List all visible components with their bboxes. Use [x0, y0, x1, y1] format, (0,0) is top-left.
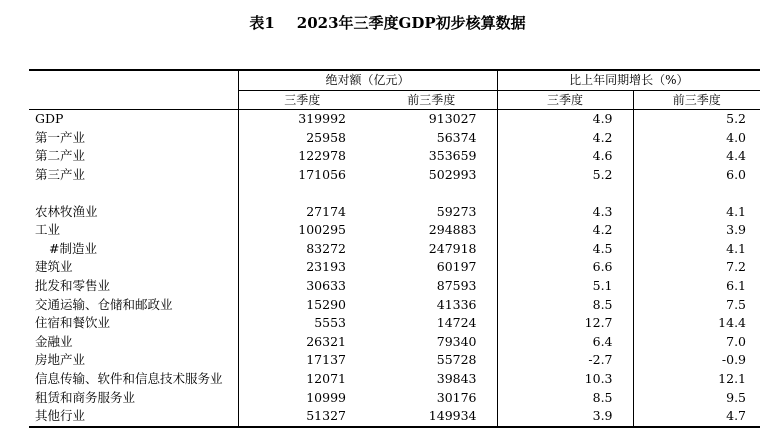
- table-title: [0, 12, 775, 33]
- table-row: [29, 129, 760, 148]
- table-row: [29, 407, 760, 427]
- table-row: [29, 240, 760, 259]
- row-ytd-value: 294883: [428, 222, 477, 238]
- row-q3-growth: 4.3: [497, 203, 633, 222]
- spacer-cell: [366, 185, 497, 203]
- row-q3-value: 17137: [238, 351, 366, 370]
- row-q3-value: 100295: [238, 221, 366, 240]
- row-ytd-growth: 5.2: [633, 110, 760, 129]
- row-ytd-growth: 14.4: [633, 314, 760, 333]
- row-ytd-value: 353659: [428, 148, 477, 164]
- header-blank: [29, 90, 238, 110]
- header-col-ytd-growth: 前三季度: [633, 90, 760, 110]
- row-ytd-value: 913027: [428, 111, 477, 127]
- header-row-groups: [29, 70, 760, 90]
- header-group-growth: 比上年同期增长（%）: [497, 70, 760, 90]
- row-ytd-growth: 6.0: [633, 166, 760, 185]
- row-q3-growth: -2.7: [497, 351, 633, 370]
- table-row: [29, 296, 760, 315]
- table-row: [29, 277, 760, 296]
- header-group-absolute: 绝对额（亿元）: [238, 70, 497, 90]
- row-q3-growth: 5.1: [497, 277, 633, 296]
- spacer-cell: [29, 185, 238, 203]
- row-q3-growth: 5.2: [497, 166, 633, 185]
- row-ytd-value: 56374: [436, 129, 477, 145]
- row-q3-value: 51327: [238, 407, 366, 427]
- row-q3-value: 25958: [238, 129, 366, 148]
- row-ytd-growth: 4.1: [633, 240, 760, 259]
- header-blank: [29, 70, 238, 90]
- row-ytd-value: 87593: [436, 277, 477, 293]
- row-q3-growth: 6.6: [497, 258, 633, 277]
- row-q3-growth: 4.5: [497, 240, 633, 259]
- table-row: [29, 333, 760, 352]
- row-q3-value: 23193: [238, 258, 366, 277]
- row-name: 住宿和餐饮业: [35, 315, 111, 331]
- spacer-row: [29, 185, 760, 203]
- gdp-table: [29, 69, 760, 428]
- row-q3-growth: 10.3: [497, 370, 633, 389]
- table-row: [29, 389, 760, 408]
- table-row: [29, 370, 760, 389]
- row-name: 工业: [35, 222, 61, 238]
- row-name: 农林牧渔业: [35, 203, 98, 219]
- row-q3-value: 15290: [238, 296, 366, 315]
- row-name: 第一产业: [35, 129, 86, 145]
- row-q3-growth: 4.2: [497, 129, 633, 148]
- row-name: 租赁和商务服务业: [35, 389, 136, 405]
- table-row: [29, 221, 760, 240]
- row-ytd-value: 502993: [428, 166, 477, 182]
- row-name: GDP: [35, 111, 64, 127]
- row-ytd-growth: 4.0: [633, 129, 760, 148]
- spacer-cell: [497, 185, 633, 203]
- row-ytd-value: 55728: [436, 352, 477, 368]
- row-ytd-growth: 9.5: [633, 389, 760, 408]
- row-q3-value: 30633: [238, 277, 366, 296]
- header-col-q3-growth: 三季度: [497, 90, 633, 110]
- row-q3-value: 10999: [238, 389, 366, 408]
- row-q3-growth: 4.9: [497, 110, 633, 129]
- row-ytd-growth: 7.0: [633, 333, 760, 352]
- row-ytd-value: 59273: [436, 203, 477, 219]
- table-row: [29, 258, 760, 277]
- header-row-columns: [29, 90, 760, 110]
- row-name: [29, 240, 238, 259]
- row-q3-growth: 4.2: [497, 221, 633, 240]
- table-row: [29, 203, 760, 222]
- row-name: 第二产业: [35, 148, 86, 164]
- row-q3-growth: 6.4: [497, 333, 633, 352]
- row-q3-value: 171056: [238, 166, 366, 185]
- row-name: 信息传输、软件和信息技术服务业: [35, 370, 223, 386]
- row-ytd-growth: 12.1: [633, 370, 760, 389]
- table-title-text: 2023年三季度GDP初步核算数据: [296, 14, 526, 32]
- row-name: 金融业: [35, 333, 73, 349]
- row-name-indented: #制造业: [49, 240, 97, 256]
- row-q3-growth: 8.5: [497, 296, 633, 315]
- row-ytd-growth: 7.2: [633, 258, 760, 277]
- row-q3-growth: 12.7: [497, 314, 633, 333]
- row-q3-growth: 3.9: [497, 407, 633, 427]
- table-row: [29, 110, 760, 129]
- row-ytd-growth: 3.9: [633, 221, 760, 240]
- row-ytd-value: 79340: [436, 333, 477, 349]
- table-row: [29, 351, 760, 370]
- row-q3-value: 27174: [238, 203, 366, 222]
- spacer-cell: [633, 185, 760, 203]
- row-q3-value: 5553: [238, 314, 366, 333]
- row-ytd-growth: 4.1: [633, 203, 760, 222]
- row-ytd-value: 30176: [436, 389, 477, 405]
- row-ytd-growth: 4.4: [633, 147, 760, 166]
- row-q3-value: 12071: [238, 370, 366, 389]
- row-ytd-value: 39843: [436, 370, 477, 386]
- row-ytd-growth: 7.5: [633, 296, 760, 315]
- row-name: 房地产业: [35, 352, 86, 368]
- spacer-cell: [238, 185, 366, 203]
- row-name: 第三产业: [35, 166, 86, 182]
- header-col-ytd: 前三季度: [366, 90, 497, 110]
- row-ytd-growth: 6.1: [633, 277, 760, 296]
- row-q3-value: 26321: [238, 333, 366, 352]
- table-row: [29, 147, 760, 166]
- row-q3-value: 319992: [238, 110, 366, 129]
- row-name: 建筑业: [35, 259, 73, 275]
- row-q3-value: 122978: [238, 147, 366, 166]
- table-row: [29, 166, 760, 185]
- header-col-q3: 三季度: [238, 90, 366, 110]
- row-ytd-growth: 4.7: [633, 407, 760, 427]
- table-row: [29, 314, 760, 333]
- row-name: 交通运输、仓储和邮政业: [35, 296, 173, 312]
- row-q3-value: 83272: [238, 240, 366, 259]
- row-name: 其他行业: [29, 407, 238, 427]
- row-name: 批发和零售业: [35, 277, 111, 293]
- row-ytd-value: 247918: [428, 240, 477, 256]
- row-q3-growth: 4.6: [497, 147, 633, 166]
- row-ytd-value: 14724: [436, 315, 477, 331]
- row-ytd-growth: -0.9: [633, 351, 760, 370]
- row-ytd-value: 60197: [436, 259, 477, 275]
- row-q3-growth: 8.5: [497, 389, 633, 408]
- table-number: 表1: [249, 14, 275, 32]
- row-ytd-value: 41336: [436, 296, 477, 312]
- row-ytd-value: 149934: [366, 407, 497, 427]
